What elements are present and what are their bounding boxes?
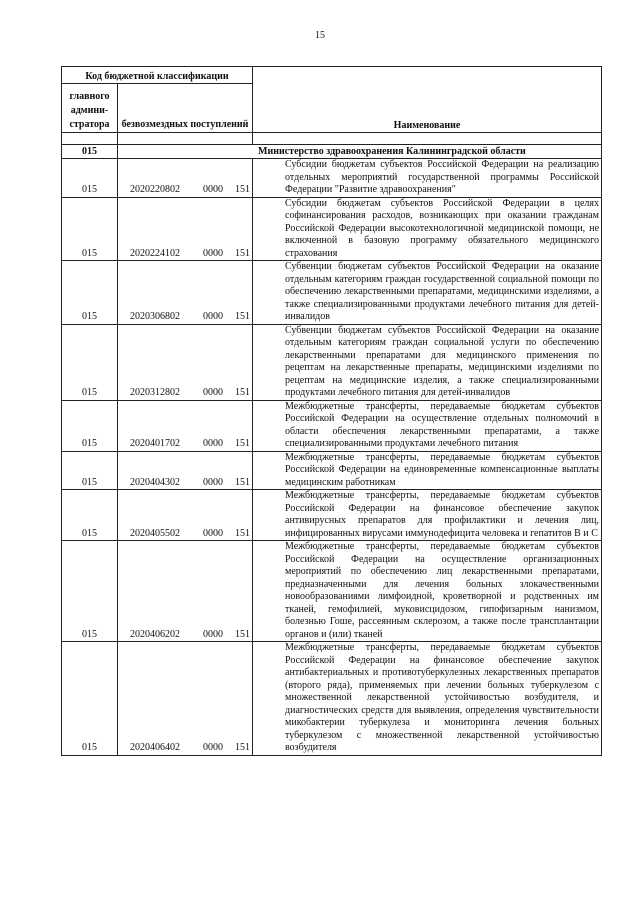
row-budget-code — [118, 490, 253, 541]
row-admin-code: 015 — [62, 261, 118, 325]
row-admin-code: 015 — [62, 642, 118, 756]
ministry-name: Министерство здравоохранения Калининградской области — [118, 145, 602, 159]
row-code-kind: 151 — [235, 527, 251, 539]
row-code-kind: 151 — [235, 476, 251, 488]
row-name-text: Межбюджетные трансферты, передаваемые бюджетам субъектов Российской Федерации на осуществление отдельных полномочий в области обеспечения лекарственными препаратами, а также специализированными продуктами лечебного питания — [285, 400, 600, 449]
row-admin-code: 015 — [62, 490, 118, 541]
row-code-kind: 151 — [235, 247, 251, 259]
row-code-main: 2020404302 — [130, 476, 181, 488]
ministry-code: 015 — [62, 145, 118, 159]
row-name — [253, 541, 602, 642]
row-admin-code: 015 — [62, 324, 118, 400]
table-row — [62, 642, 602, 756]
row-code-sub: 0000 — [203, 438, 224, 449]
row-code-main: 2020312802 — [130, 387, 181, 398]
row-name — [253, 261, 602, 325]
table-row — [62, 159, 602, 198]
row-name — [253, 642, 602, 756]
row-code-main: 2020406402 — [130, 742, 181, 753]
row-admin-code: 015 — [62, 400, 118, 451]
row-code-sub: 0000 — [203, 311, 224, 322]
row-code-main: 2020405502 — [130, 527, 181, 539]
row-code-kind: 151 — [235, 387, 251, 398]
header-budget-code-group: Код бюджетной классификации — [62, 67, 253, 84]
row-name-text: Субвенции бюджетам субъектов Российской Федерации на оказание отдельным категориям граждан социальной услуги по обеспечению лекарственными препаратами для медицинского применения по рецептам на лекарственные препараты, медицинскими изделиями по рецептам на медицинские изделия, а также специализированными продуктами лечебного питания для детей-инвалидов — [285, 324, 600, 398]
row-name-text: Субсидии бюджетам субъектов Российской Федерации в целях софинансирования расходов, возникающих при оказании гражданам Российской Федерации высокотехнологичной медицинской помощи, не включенной в базовую программу обязательного медицинского страхования — [285, 197, 600, 259]
row-budget-code — [118, 642, 253, 756]
row-code-sub: 0000 — [203, 247, 224, 259]
header-row-group — [62, 67, 602, 84]
row-name — [253, 159, 602, 198]
row-code-sub: 0000 — [203, 628, 224, 640]
row-code-main: 2020406202 — [130, 628, 181, 640]
row-budget-code — [118, 159, 253, 198]
header-name: Наименование — [253, 67, 602, 133]
row-admin-code: 015 — [62, 541, 118, 642]
header-chief-administrator: главного админи-стратора — [62, 84, 118, 133]
table-row — [62, 451, 602, 490]
row-budget-code — [118, 197, 253, 261]
header-gratuitous-receipts: безвозмездных поступлений — [118, 84, 253, 133]
row-name — [253, 400, 602, 451]
row-code-sub: 0000 — [203, 387, 224, 398]
row-code-main: 2020220802 — [130, 184, 181, 195]
row-name — [253, 324, 602, 400]
row-code-kind: 151 — [235, 628, 251, 640]
page-number: 15 — [315, 30, 325, 41]
row-admin-code: 015 — [62, 197, 118, 261]
row-name-text: Субвенции бюджетам субъектов Российской Федерации на оказание отдельным категориям граждан государственной социальной помощи по обеспечению лекарственными препаратами, медицинскими изделиями, а также специализированными продуктами лечебного питания для детей-инвалидов — [285, 261, 600, 322]
ministry-row — [62, 145, 602, 159]
row-code-main: 2020306802 — [130, 311, 181, 322]
row-code-main: 2020224102 — [130, 247, 181, 259]
table-row — [62, 197, 602, 261]
row-budget-code — [118, 400, 253, 451]
row-budget-code — [118, 541, 253, 642]
table-row — [62, 490, 602, 541]
row-name-text: Межбюджетные трансферты, передаваемые бюджетам субъектов Российской Федерации на финансовое обеспечение закупок антивирусных препаратов для профилактики и лечения лиц, инфицированных вирусами иммунодефицита человека и гепатитов В и С — [285, 490, 600, 539]
row-budget-code — [118, 261, 253, 325]
table-row — [62, 261, 602, 325]
table-row — [62, 541, 602, 642]
row-code-main: 2020401702 — [130, 438, 181, 449]
row-code-kind: 151 — [235, 438, 251, 449]
row-code-sub: 0000 — [203, 527, 224, 539]
row-name — [253, 490, 602, 541]
row-code-kind: 151 — [235, 742, 251, 753]
row-code-kind: 151 — [235, 311, 251, 322]
row-name — [253, 451, 602, 490]
row-name-text: Межбюджетные трансферты, передаваемые бюджетам субъектов Российской Федерации на единовременные компенсационные выплаты медицинским работникам — [285, 451, 600, 488]
row-admin-code: 015 — [62, 159, 118, 198]
row-admin-code: 015 — [62, 451, 118, 490]
row-name-text: Межбюджетные трансферты, передаваемые бюджетам субъектов Российской Федерации на осуществление организационных мероприятий по обеспечению лиц лекарственными препаратами, предназначенными для лечения больных злокачественными новообразованиями лимфоидной, кроветворной и родственных им тканей, гемофилией, муковисцидозом, гипофизарным нанизмом, болезнью Гоше, рассеянным склерозом, а также после трансплантации органов и (или) тканей — [285, 541, 600, 640]
row-budget-code — [118, 451, 253, 490]
spacer-row — [62, 133, 602, 145]
table-row — [62, 324, 602, 400]
budget-classification-table — [61, 66, 602, 756]
row-name-text: Субсидии бюджетам субъектов Российской Федерации на реализацию отдельных мероприятий государственной программы Российской Федерации "Развитие здравоохранения" — [285, 159, 600, 195]
table-row — [62, 400, 602, 451]
row-name — [253, 197, 602, 261]
row-budget-code — [118, 324, 253, 400]
row-code-sub: 0000 — [203, 184, 224, 195]
row-code-sub: 0000 — [203, 742, 224, 753]
row-code-kind: 151 — [235, 184, 251, 195]
row-code-sub: 0000 — [203, 476, 224, 488]
row-name-text: Межбюджетные трансферты, передаваемые бюджетам субъектов Российской Федерации на финансовое обеспечение закупок антибактериальных и противотуберкулезных лекарственных препаратов (второго ряда), применяемых при лечении больных туберкулезом с множественной лекарственной устойчивостью возбудителя, и диагностических средств для выявления, определения чувствительности микобактерии туберкулеза и мониторинга лечения больных туберкулезом с множественной лекарственной устойчивостью возбудителя — [285, 642, 600, 753]
